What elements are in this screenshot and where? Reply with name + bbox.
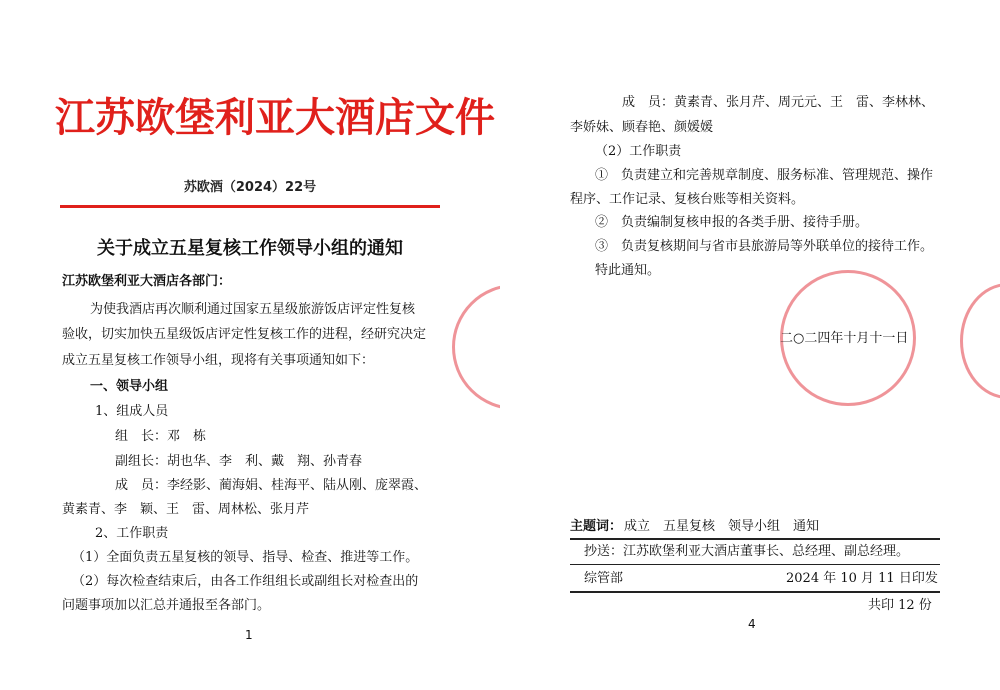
body-line: 副组长：胡也华、李 利、戴 翔、孙青春 (115, 454, 363, 469)
copies-count: 共印 12 份 (868, 598, 932, 613)
body-line: 成立五星复核工作领导小组，现将有关事项通知如下： (62, 353, 375, 368)
body-line: ② 负责编制复核申报的各类手册、接待手册。 (595, 215, 869, 230)
body-line: 为使我酒店再次顺利通过国家五星级旅游饭店评定性复核 (90, 302, 416, 317)
cc-line: 抄送：江苏欧堡利亚大酒店董事长、总经理、副总经理。 (584, 544, 910, 559)
page-number: 4 (748, 617, 756, 631)
right-page (500, 0, 1000, 690)
section-heading: 一、领导小组 (90, 379, 169, 394)
body-line: 特此通知。 (595, 263, 661, 278)
addressee: 江苏欧堡利亚大酒店各部门： (62, 274, 232, 289)
page-number: 1 (245, 628, 253, 642)
body-line: 2、工作职责 (95, 526, 169, 541)
body-line: ③ 负责复核期间与省市县旅游局等外联单位的接待工作。 (595, 239, 934, 254)
body-line: 李娇妹、顾春艳、颜媛媛 (570, 120, 714, 135)
body-line: 程序、工作记录、复核台账等相关资料。 (570, 192, 805, 207)
body-line: 黄素青、李 颖、王 雷、周林松、张月芹 (62, 502, 310, 517)
document-number: 苏欧酒（2024）22号 (183, 180, 317, 195)
body-line: 问题事项加以汇总并通报至各部门。 (62, 598, 271, 613)
body-line: 成 员：黄素青、张月芹、周元元、王 雷、李林林、 (622, 95, 935, 110)
body-line: 组 长：邓 栋 (115, 429, 207, 444)
print-date: 2024 年 10 月 11 日印发 (786, 571, 938, 586)
notice-heading: 关于成立五星复核工作领导小组的通知 (97, 238, 403, 259)
footer-rule (570, 538, 940, 540)
footer-rule (570, 591, 940, 593)
issue-date: 二○二四年十月十一日 (780, 331, 909, 346)
red-divider (60, 205, 440, 208)
body-line: ① 负责建立和完善规章制度、服务标准、管理规范、操作 (595, 168, 934, 183)
body-line: （1）全面负责五星复核的领导、指导、检查、推进等工作。 (72, 550, 419, 565)
body-line: 成 员：李经影、蔺海娟、桂海平、陆从刚、庞翠霞、 (115, 478, 428, 493)
body-line: 验收，切实加快五星级饭店评定性复核工作的进程，经研究决定 (62, 327, 427, 342)
subject-label: 主题词： (570, 519, 623, 534)
footer-rule (570, 564, 940, 565)
body-line: （2）每次检查结束后，由各工作组组长或副组长对检查出的 (72, 574, 419, 589)
red-seal-stamp (960, 283, 1000, 399)
subject-terms: 成立 五星复核 领导小组 通知 (624, 519, 820, 534)
document-title: 江苏欧堡利亚大酒店文件 (55, 94, 495, 141)
issuing-dept: 综管部 (584, 571, 624, 586)
body-line: （2）工作职责 (595, 144, 682, 159)
body-line: 1、组成人员 (95, 404, 169, 419)
